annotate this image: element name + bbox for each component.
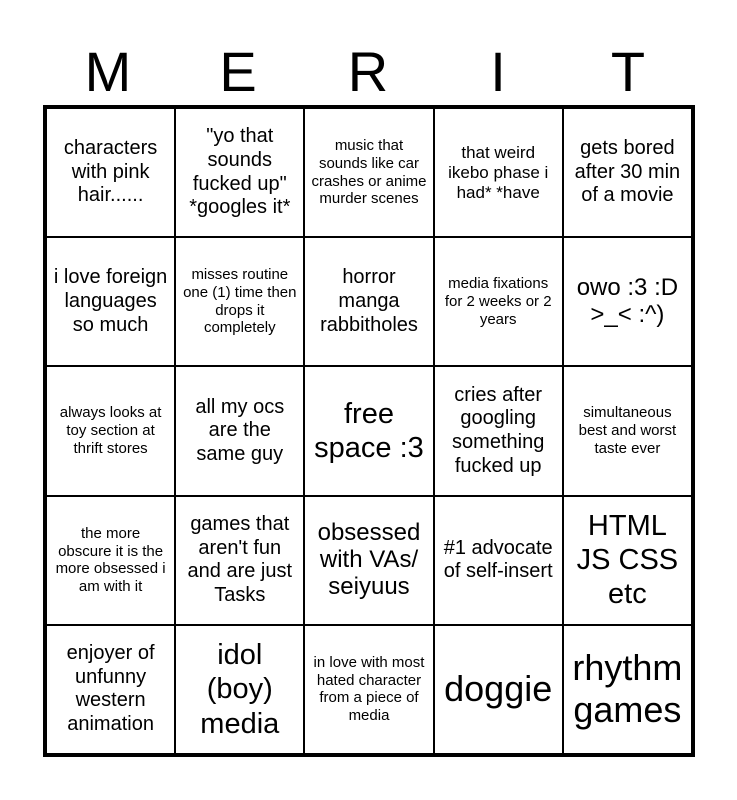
cell-text: that weird ikebo phase i had* *have (448, 142, 549, 202)
bingo-cell[interactable] (304, 496, 433, 625)
cell-text: games that aren't fun and are just Tasks (187, 513, 293, 606)
bingo-cell[interactable] (46, 625, 175, 754)
cell-text: cries after googling something fucked up (452, 383, 545, 477)
bingo-cell[interactable] (46, 496, 175, 625)
bingo-cell[interactable] (46, 108, 175, 237)
bingo-title (43, 40, 695, 104)
bingo-board (43, 105, 695, 757)
bingo-cell[interactable] (563, 625, 692, 754)
bingo-cell[interactable] (434, 625, 563, 754)
title-letter-r: R (347, 40, 389, 103)
title-letter-i: I (490, 40, 506, 103)
bingo-cell[interactable] (434, 366, 563, 495)
cell-text: the more obscure it is the more obsessed i am with it (55, 524, 166, 595)
bingo-cell[interactable] (563, 108, 692, 237)
cell-text: simultaneous best and worst taste ever (578, 404, 677, 457)
cell-text: horror manga rabbitholes (320, 266, 418, 336)
title-letter-t: T (610, 40, 646, 103)
cell-text: #1 advocate of self-insert (443, 536, 553, 583)
cell-text: HTML JS CSS etc (576, 509, 679, 611)
cell-text: rhythm games (572, 646, 683, 731)
bingo-cell[interactable] (563, 237, 692, 366)
bingo-cell[interactable] (175, 108, 304, 237)
bingo-cell[interactable] (563, 366, 692, 495)
bingo-cell[interactable] (175, 237, 304, 366)
cell-text: "yo that sounds fucked up" *googles it* (189, 125, 291, 219)
cell-text: media fixations for 2 weeks or 2 years (444, 275, 552, 328)
cell-text: doggie (444, 668, 553, 710)
free-space-cell[interactable] (304, 366, 433, 495)
bingo-cell[interactable] (175, 496, 304, 625)
cell-text: gets bored after 30 min of a movie (574, 137, 681, 207)
bingo-cell[interactable] (46, 237, 175, 366)
cell-text: in love with most hated character from a piece of media (313, 654, 425, 725)
title-letter-e: E (219, 40, 257, 103)
cell-text: obsessed with VAs/ seiyuus (317, 518, 421, 600)
cell-text: all my ocs are the same guy (195, 395, 285, 465)
cell-text: i love foreign languages so much (53, 266, 168, 336)
bingo-cell[interactable] (563, 496, 692, 625)
cell-text: free space :3 (314, 397, 424, 464)
cell-text: always looks at toy section at thrift stores (59, 404, 162, 457)
bingo-cell[interactable] (304, 108, 433, 237)
cell-text: music that sounds like car crashes or anime murder scenes (311, 137, 427, 208)
title-letter-m: M (84, 40, 132, 103)
cell-text: owo :3 :D >_< :^) (576, 273, 679, 328)
cell-text: characters with pink hair...... (63, 137, 158, 207)
bingo-cell[interactable] (175, 366, 304, 495)
bingo-cell[interactable] (434, 237, 563, 366)
cell-text: enjoyer of unfunny western animation (66, 642, 155, 735)
cell-text: idol (boy) media (200, 639, 280, 740)
bingo-cell[interactable] (175, 625, 304, 754)
bingo-cell[interactable] (434, 108, 563, 237)
bingo-cell[interactable] (304, 625, 433, 754)
bingo-cell[interactable] (304, 237, 433, 366)
bingo-cell[interactable] (46, 366, 175, 495)
bingo-cell[interactable] (434, 496, 563, 625)
cell-text: misses routine one (1) time then drops it completely (183, 266, 297, 337)
